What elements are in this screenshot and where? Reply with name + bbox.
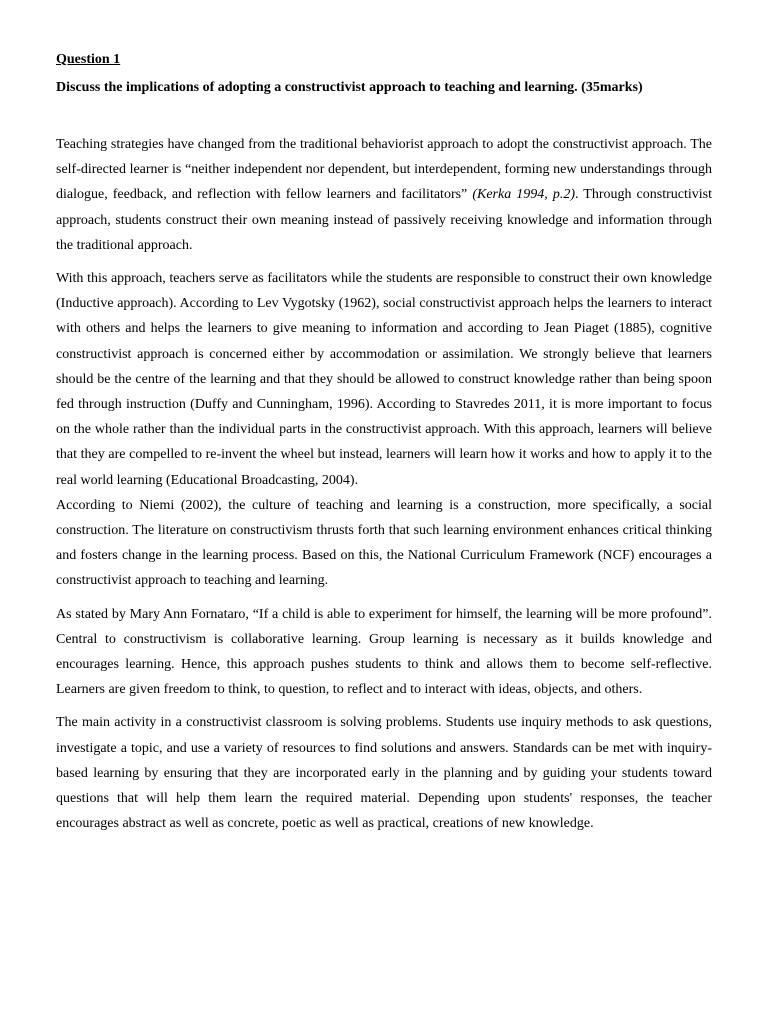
paragraph-2: With this approach, teachers serve as facilitators while the students are responsible to construct their own knowledge (Inductive approach). According to Lev Vygotsky (1962), social constructivist approach helps the learners to interact with others and helps the learners to give meaning to information and according to Jean Piaget (1885), cognitive constructivist approach is concerned either by accommodation or assimilation. We strongly believe that learners should be the centre of the learning and that they should be allowed to construct knowledge rather than being spoon fed through instruction (Duffy and Cunningham, 1996). According to Stavredes 2011, it is more important to focus on the whole rather than the individual parts in the constructivist approach. With this approach, learners will believe that they are compelled to re-invent the wheel but instead, learners will learn how it works and how to apply it to the real world learning (Educational Broadcasting, 2004). (56, 271, 712, 488)
paragraph-1 (56, 132, 712, 258)
question-label: Question 1 (56, 52, 121, 67)
paragraph-3: According to Niemi (2002), the culture of teaching and learning is a construction, more specifically, a social construction. The literature on constructivism thrusts forth that such learning environment enhances critical thinking and fosters change in the learning process. Based on this, the National Curriculum Framework (NCF) encourages a constructivist approach to teaching and learning. (56, 497, 712, 589)
paragraph-5: The main activity in a constructivist classroom is solving problems. Students use inquiry methods to ask questions, investigate a topic, and use a variety of resources to find solutions and answers. Standards can be met with inquiry-based learning by ensuring that they are incorporated early in the planning and by guiding your students toward questions that will help them learn the required material. Depending upon students' responses, the teacher encourages abstract as well as concrete, poetic as well as practical, creations of new knowledge. (56, 715, 712, 832)
paragraph-4: As stated by Mary Ann Fornataro, “If a child is able to experiment for himself, the learning will be more profound”. Central to constructivism is collaborative learning. Group learning is necessary as it builds knowledge and encourages learning. Hence, this approach pushes students to think and allows them to become self-reflective. Learners are given freedom to think, to question, to reflect and to interact with ideas, objects, and others. (56, 606, 712, 698)
question-title: Discuss the implications of adopting a constructivist approach to teaching and learning. (35marks) (56, 80, 643, 95)
paragraph-1-text-b: . Through constructivist approach, students construct their own meaning instead of passively receiving knowledge and information through the traditional approach. (56, 187, 712, 253)
paragraph-1-text-a: Teaching strategies have changed from the traditional behaviorist approach to adopt the constructivist approach. The self-directed learner is “neither independent nor dependent, but interdependent, forming new understandings through dialogue, feedback, and reflection with fellow learners and facilitators” (56, 137, 712, 203)
citation-kerka: (Kerka 1994, p.2) (472, 187, 575, 203)
document-page (56, 50, 712, 844)
